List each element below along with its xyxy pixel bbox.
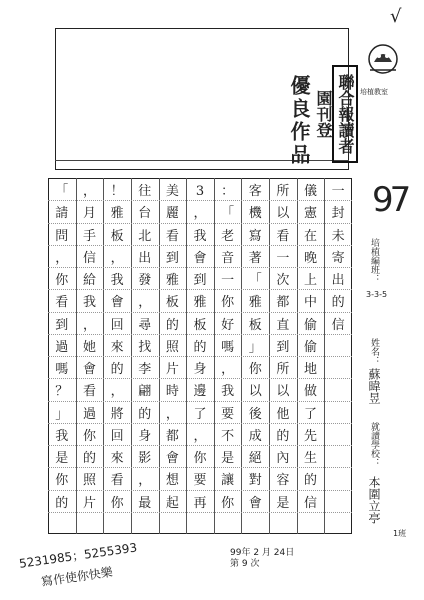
grid-cell-char: 中 — [304, 295, 318, 311]
grid-cell-char: ， — [193, 206, 207, 222]
grid-cell-char: 想 — [165, 473, 179, 489]
grid-cell-char — [327, 493, 349, 515]
grid-cell-char: 看 — [110, 473, 124, 489]
grid-cell-char: 手 — [82, 228, 96, 244]
award-title: 優良作品 — [287, 75, 311, 167]
grid-cell-char: 邊 — [193, 384, 207, 400]
grid-cell-char: 板 — [193, 317, 207, 333]
grid-cell-char: 晚 — [304, 250, 318, 266]
grid-cell-char: 回 — [110, 317, 124, 333]
grid-cell-char: 「 — [55, 184, 69, 199]
grid-cell-char: 看 — [276, 228, 290, 244]
grid-cell-char: 以 — [276, 206, 290, 222]
check-mark: √ — [390, 6, 402, 27]
grid-cell-char: 的 — [331, 295, 345, 311]
grid-cell-char: 我 — [110, 273, 124, 288]
grid-cell-char: 月 — [82, 206, 96, 222]
grid-cell-char — [300, 515, 322, 537]
class-value: 3-3-5 — [366, 290, 388, 299]
grid-cell-char: 音 — [221, 250, 235, 266]
grid-cell-char — [327, 404, 349, 426]
grid-cell-char: 都 — [165, 428, 179, 444]
grid-cell-char — [327, 426, 349, 448]
grid-cell-char: 了 — [193, 406, 207, 422]
grid-cell-char: 他 — [276, 406, 290, 422]
grid-cell-char: 板 — [110, 228, 124, 244]
grid-cell-char: 台 — [138, 206, 152, 222]
grid-cell-char: 到 — [193, 273, 207, 288]
grid-cell-char: 所 — [276, 184, 290, 199]
text-column — [78, 181, 100, 515]
grid-cell-char: 我 — [221, 384, 235, 400]
class-label: 培植編班： — [369, 238, 379, 283]
grid-cell-char: 麗 — [165, 206, 179, 222]
school-label: 就讀學校： — [369, 422, 379, 467]
grid-cell-char: ， — [138, 295, 152, 311]
score-mark: 97 — [372, 180, 408, 220]
grid-cell-char: 的 — [276, 428, 290, 444]
grid-cell-char: ， — [193, 428, 207, 444]
grid-cell-char — [327, 470, 349, 492]
grid-cell-char: 未 — [331, 228, 345, 244]
grid-cell-char: 客 — [248, 184, 262, 199]
text-column — [217, 181, 239, 515]
grid-cell-char — [272, 515, 294, 537]
grid-cell-char: ： — [221, 184, 235, 199]
grid-cell-char: 會 — [193, 250, 207, 266]
grid-cell-char: 的 — [138, 406, 152, 422]
text-column — [327, 181, 349, 537]
grid-cell-char: 一 — [221, 273, 235, 288]
grid-cell-char: 雅 — [110, 206, 124, 222]
grid-cell-char: 出 — [138, 250, 152, 266]
grid-cell-char: 做 — [304, 384, 318, 400]
grid-cell-char: 封 — [331, 206, 345, 222]
grid-cell-char: 嗎 — [221, 339, 235, 355]
grid-cell-char: 看 — [55, 295, 69, 311]
grid-cell-char: 次 — [276, 273, 290, 288]
grid-cell-char: 看 — [82, 384, 96, 400]
grid-cell-char: 內 — [276, 451, 290, 466]
grid-cell-char: 會 — [110, 295, 124, 311]
grid-cell-char: 照 — [82, 473, 96, 489]
grid-cell-char: 先 — [304, 428, 318, 444]
grid-cell-char: 後 — [248, 406, 262, 422]
name-value: 蘇暐昱 — [367, 368, 381, 404]
grid-cell-char: 發 — [138, 273, 152, 288]
grid-cell-char: ， — [82, 317, 96, 333]
grid-cell-char: 板 — [165, 295, 179, 311]
grid-cell-char: 容 — [276, 473, 290, 489]
slogan: 寫作使你快樂 — [40, 564, 114, 589]
grid-cell-char: ， — [221, 362, 235, 377]
grid-cell-char: 直 — [276, 317, 290, 333]
grid-cell-char: 」 — [55, 406, 69, 422]
grid-cell-char: 地 — [304, 362, 318, 377]
grid-cell-char: ， — [82, 184, 96, 199]
grid-cell-char: 在 — [304, 228, 318, 244]
grid-cell-char: ， — [165, 406, 179, 422]
grid-cell-char — [327, 515, 349, 537]
grid-cell-char: 你 — [110, 495, 124, 511]
grid-cell-char: 的 — [193, 339, 207, 355]
grid-cell-char: 信 — [304, 495, 318, 511]
grid-cell-char: 尋 — [138, 317, 152, 333]
text-column — [272, 181, 294, 537]
grid-cell-char: 你 — [248, 362, 262, 377]
grid-cell-char: 過 — [55, 339, 69, 355]
grid-cell-char: 一 — [276, 250, 290, 266]
grid-cell-char: 要 — [193, 473, 207, 489]
grid-cell-char: 影 — [138, 451, 152, 466]
grid-cell-char: 美 — [165, 184, 179, 199]
text-column — [300, 181, 322, 537]
grid-cell-char: 以 — [276, 384, 290, 400]
grid-cell-char: 是 — [221, 451, 235, 466]
date-text: 99年 2 月 24日 — [230, 548, 295, 558]
grid-cell-char: 雅 — [193, 295, 207, 311]
logo-caption: 培植教室 — [360, 88, 388, 96]
grid-cell-char: 的 — [110, 362, 124, 377]
grid-cell-char: 是 — [276, 495, 290, 511]
grid-cell-char: 到 — [276, 339, 290, 355]
grid-cell-char: 片 — [165, 362, 179, 377]
grid-cell-char: ， — [110, 250, 124, 266]
grid-cell-char: 3 — [195, 184, 205, 199]
grid-cell-char: ？ — [55, 384, 69, 400]
grid-cell-char — [327, 448, 349, 470]
grid-cell-char: 翩 — [138, 384, 152, 400]
grid-cell-char: 雅 — [165, 273, 179, 288]
grid-cell-char: 會 — [165, 451, 179, 466]
grid-cell-char: 一 — [331, 184, 345, 199]
grid-cell-char: 板 — [248, 317, 262, 333]
grid-cell-char: ！ — [110, 184, 124, 199]
grid-cell-char: 對 — [248, 473, 262, 489]
grid-cell-char: 」 — [248, 339, 262, 355]
grid-cell-char: 到 — [55, 317, 69, 333]
grid-cell-char: 信 — [331, 317, 345, 333]
grid-cell-char: 老 — [221, 228, 235, 244]
grid-cell-char: 你 — [82, 428, 96, 444]
grid-cell-char: 往 — [138, 184, 152, 199]
grid-cell-char: 找 — [138, 339, 152, 355]
grid-cell-char: 讓 — [221, 473, 235, 489]
name-label: 姓名： — [369, 338, 379, 365]
class-suffix: 1班 — [393, 529, 407, 538]
grid-cell-char: 憲 — [304, 206, 318, 222]
grid-cell-char: 起 — [165, 495, 179, 511]
grid-cell-char: ， — [138, 473, 152, 489]
grid-cell-char: 身 — [193, 362, 207, 377]
publication-stamp: 聯合報讀者園刊登 — [332, 65, 358, 163]
grid-cell-char: 成 — [248, 428, 262, 444]
grid-cell-char: 上 — [304, 273, 318, 288]
grid-cell-char: 「 — [248, 273, 262, 288]
grid-cell-char: 不 — [221, 428, 235, 444]
grid-cell-char: 要 — [221, 406, 235, 422]
grid-cell-char: 雅 — [248, 295, 262, 311]
grid-cell-char: 她 — [82, 339, 96, 355]
grid-cell-char: 請 — [55, 206, 69, 222]
grid-cell-char: 身 — [138, 428, 152, 444]
grid-cell-char: 偷 — [304, 317, 318, 333]
grid-cell-char: ， — [55, 250, 69, 266]
grid-cell-char — [327, 337, 349, 359]
grid-cell-char: 片 — [82, 495, 96, 511]
grid-cell-char: 好 — [221, 317, 235, 333]
grid-cell-char: 我 — [55, 428, 69, 444]
phone-numbers: 5231985；5255393 — [18, 540, 138, 571]
grid-cell-char — [327, 359, 349, 381]
grid-cell-char: 信 — [82, 250, 96, 266]
grid-cell-char: 再 — [193, 495, 207, 511]
session-number: 第 9 次 — [230, 559, 260, 569]
grid-cell-char: 到 — [165, 250, 179, 266]
grid-cell-char: 你 — [55, 473, 69, 489]
grid-cell-char: 都 — [276, 295, 290, 311]
grid-cell-char: 生 — [304, 451, 318, 466]
grid-cell-char: 絕 — [248, 451, 262, 466]
text-column — [106, 181, 128, 515]
text-column — [134, 181, 156, 515]
grid-cell-char: 來 — [110, 339, 124, 355]
grid-cell-char: 所 — [276, 362, 290, 377]
grid-cell-char: 寫 — [248, 228, 262, 244]
grid-cell-char — [327, 381, 349, 403]
school-value: 本圍立亭 — [367, 476, 381, 524]
grid-cell-char: 照 — [165, 339, 179, 355]
grid-cell-char: 了 — [304, 406, 318, 422]
grid-cell-char: 的 — [82, 451, 96, 466]
grid-cell-char: 我 — [82, 295, 96, 311]
grid-cell-char: 會 — [82, 362, 96, 377]
grid-cell-char: 你 — [193, 451, 207, 466]
grid-cell-char: 的 — [304, 473, 318, 489]
grid-cell-char: 回 — [110, 428, 124, 444]
grid-cell-char: 儀 — [304, 184, 318, 199]
text-column — [244, 181, 266, 515]
text-column — [161, 181, 183, 515]
grid-cell-char: 寄 — [331, 250, 345, 266]
grid-cell-char: 會 — [248, 495, 262, 511]
grid-cell-char: 來 — [110, 451, 124, 466]
grid-cell-char: 問 — [55, 228, 69, 244]
grid-cell-char: 你 — [221, 295, 235, 311]
grid-cell-char: ， — [110, 384, 124, 400]
grid-cell-char: 看 — [165, 228, 179, 244]
grid-cell-char: 你 — [221, 495, 235, 511]
school-logo-icon — [362, 38, 404, 80]
grid-cell-char: 是 — [55, 451, 69, 466]
grid-cell-char: 過 — [82, 406, 96, 422]
grid-cell-char: 北 — [138, 228, 152, 244]
grid-cell-char: 以 — [248, 384, 262, 400]
grid-cell-char: 偷 — [304, 339, 318, 355]
grid-cell-char: 最 — [138, 495, 152, 511]
grid-cell-char: 時 — [165, 384, 179, 400]
grid-cell-char: 李 — [138, 362, 152, 377]
text-column — [189, 181, 211, 515]
grid-cell-char: 嗎 — [55, 362, 69, 377]
grid-cell-char: 將 — [110, 406, 124, 422]
grid-cell-char: 著 — [248, 250, 262, 266]
grid-cell-char: 給 — [82, 273, 96, 288]
grid-cell-char: 的 — [165, 317, 179, 333]
grid-cell-char: 的 — [55, 495, 69, 511]
grid-cell-char: 我 — [193, 228, 207, 244]
grid-cell-char: 機 — [248, 206, 262, 222]
grid-cell-char: 「 — [221, 206, 235, 222]
grid-cell-char: 出 — [331, 273, 345, 288]
grid-cell-char: 你 — [55, 273, 69, 288]
text-column — [51, 181, 73, 515]
